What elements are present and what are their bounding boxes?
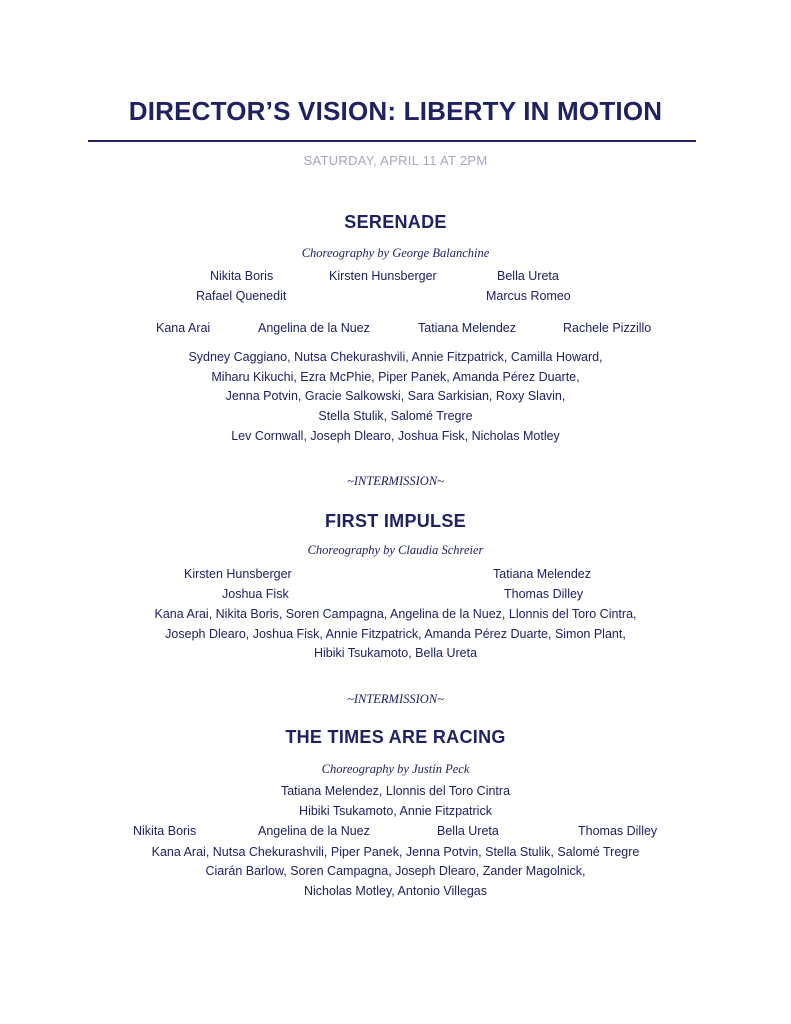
dancer-name: Kirsten Hunsberger: [329, 269, 437, 283]
ensemble-line: Kana Arai, Nikita Boris, Soren Campagna, Angelina de la Nuez, Llonnis del Toro Cintra,: [154, 607, 637, 621]
dancer-name: Tatiana Melendez: [493, 567, 591, 581]
dancer-name: Thomas Dilley: [578, 824, 658, 838]
choreographer-times-are-racing: Choreography by Justin Peck: [321, 762, 470, 776]
dancer-name: Angelina de la Nuez: [258, 824, 370, 838]
piece-title-serenade: SERENADE: [344, 212, 447, 232]
dancer-name: Angelina de la Nuez: [258, 321, 370, 335]
dancer-name: Thomas Dilley: [504, 587, 584, 601]
dancer-name: Marcus Romeo: [486, 289, 571, 303]
dancer-name: Bella Ureta: [497, 269, 559, 283]
ensemble-line: Ciarán Barlow, Soren Campagna, Joseph Dlearo, Zander Magolnick,: [205, 864, 586, 878]
lead-dancers-line: Hibiki Tsukamoto, Annie Fitzpatrick: [299, 804, 492, 818]
piece-title-times-are-racing: THE TIMES ARE RACING: [285, 727, 506, 747]
lead-dancers-line: Tatiana Melendez, Llonnis del Toro Cintra: [280, 784, 511, 798]
ensemble-line: Stella Stulik, Salomé Tregre: [318, 409, 473, 423]
ensemble-line: Kana Arai, Nutsa Chekurashvili, Piper Panek, Jenna Potvin, Stella Stulik, Salomé Tregre: [151, 845, 640, 859]
title-divider: [88, 140, 696, 142]
ensemble-line: Nicholas Motley, Antonio Villegas: [304, 884, 487, 898]
ensemble-line: Lev Cornwall, Joseph Dlearo, Joshua Fisk, Nicholas Motley: [231, 429, 560, 443]
choreographer-first-impulse: Choreography by Claudia Schreier: [307, 543, 484, 557]
page-title: DIRECTOR’S VISION: LIBERTY IN MOTION: [128, 96, 663, 126]
dancer-name: Tatiana Melendez: [418, 321, 516, 335]
dancer-name: Joshua Fisk: [222, 587, 289, 601]
ensemble-line: Hibiki Tsukamoto, Bella Ureta: [313, 646, 478, 660]
piece-title-first-impulse: FIRST IMPULSE: [325, 511, 466, 531]
intermission-label: ~INTERMISSION~: [347, 692, 444, 706]
dancer-name: Rafael Quenedit: [196, 289, 287, 303]
ensemble-line: Jenna Potvin, Gracie Salkowski, Sara Sarkisian, Roxy Slavin,: [225, 389, 566, 403]
dancer-name: Bella Ureta: [437, 824, 499, 838]
intermission-label: ~INTERMISSION~: [347, 474, 444, 488]
performance-date: SATURDAY, APRIL 11 AT 2PM: [303, 153, 488, 168]
dancer-name: Kana Arai: [156, 321, 211, 335]
ensemble-line: Sydney Caggiano, Nutsa Chekurashvili, Annie Fitzpatrick, Camilla Howard,: [188, 350, 603, 364]
dancer-name: Nikita Boris: [133, 824, 197, 838]
ensemble-line: Joseph Dlearo, Joshua Fisk, Annie Fitzpatrick, Amanda Pérez Duarte, Simon Plant,: [165, 627, 626, 641]
choreographer-serenade: Choreography by George Balanchine: [301, 246, 490, 260]
ensemble-line: Miharu Kikuchi, Ezra McPhie, Piper Panek, Amanda Pérez Duarte,: [211, 370, 580, 384]
dancer-name: Nikita Boris: [210, 269, 274, 283]
dancer-name: Rachele Pizzillo: [563, 321, 652, 335]
dancer-name: Kirsten Hunsberger: [184, 567, 292, 581]
